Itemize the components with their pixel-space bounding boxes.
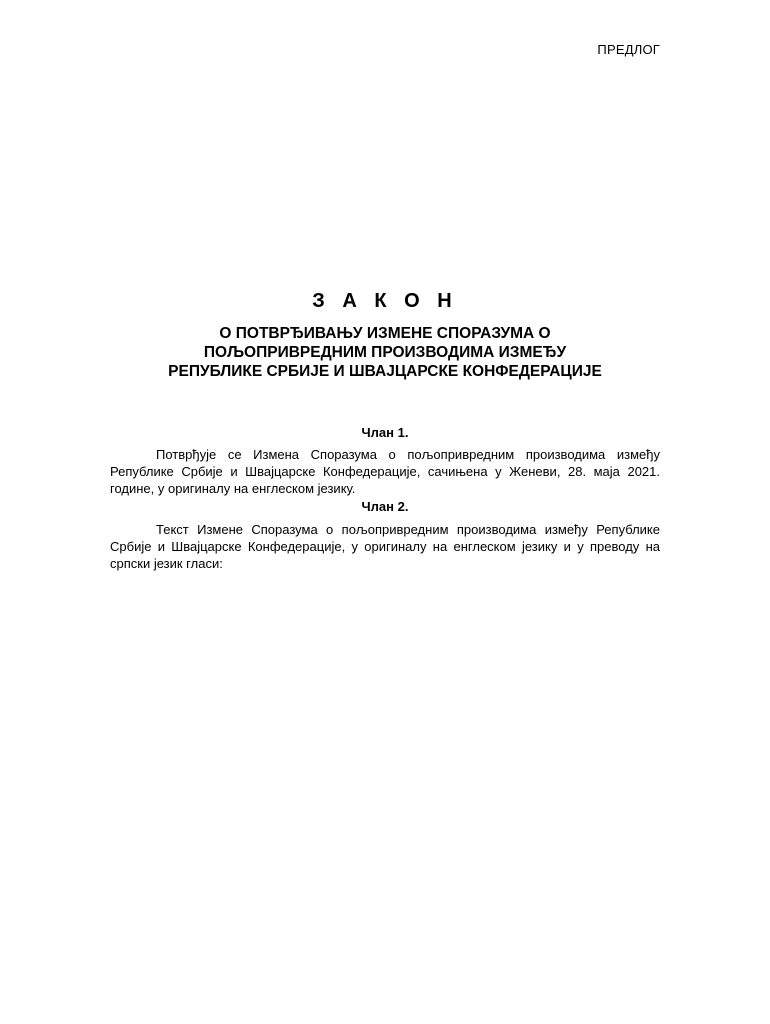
article-1-text: Потврђује се Измена Споразума о пољопривредним производима између Републике Србије и Швајцарске Конфедерације, сачињена у Женеви, 28. маја 2021. године, у оригиналу на енглеском језику.	[110, 447, 660, 496]
law-subtitle: О ПОТВРЂИВАЊУ ИЗМЕНЕ СПОРАЗУМА О ПОЉОПРИВРЕДНИМ ПРОИЗВОДИМА ИЗМЕЂУ РЕПУБЛИКЕ СРБИЈЕ И ШВАЈЦАРСКЕ КОНФЕДЕРАЦИЈЕ	[168, 325, 602, 380]
article-2-heading: Члан 2.	[361, 499, 409, 514]
law-title: З А К О Н	[312, 290, 458, 312]
article-2-text: Текст Измене Споразума о пољопривредним производима између Републике Србије и Швајцарске Конфедерације, у оригиналу на енглеском језику и у преводу на српски језик гласи:	[110, 522, 660, 571]
article-1-heading: Члан 1.	[361, 425, 409, 440]
proposal-label: ПРЕДЛОГ	[597, 42, 660, 57]
